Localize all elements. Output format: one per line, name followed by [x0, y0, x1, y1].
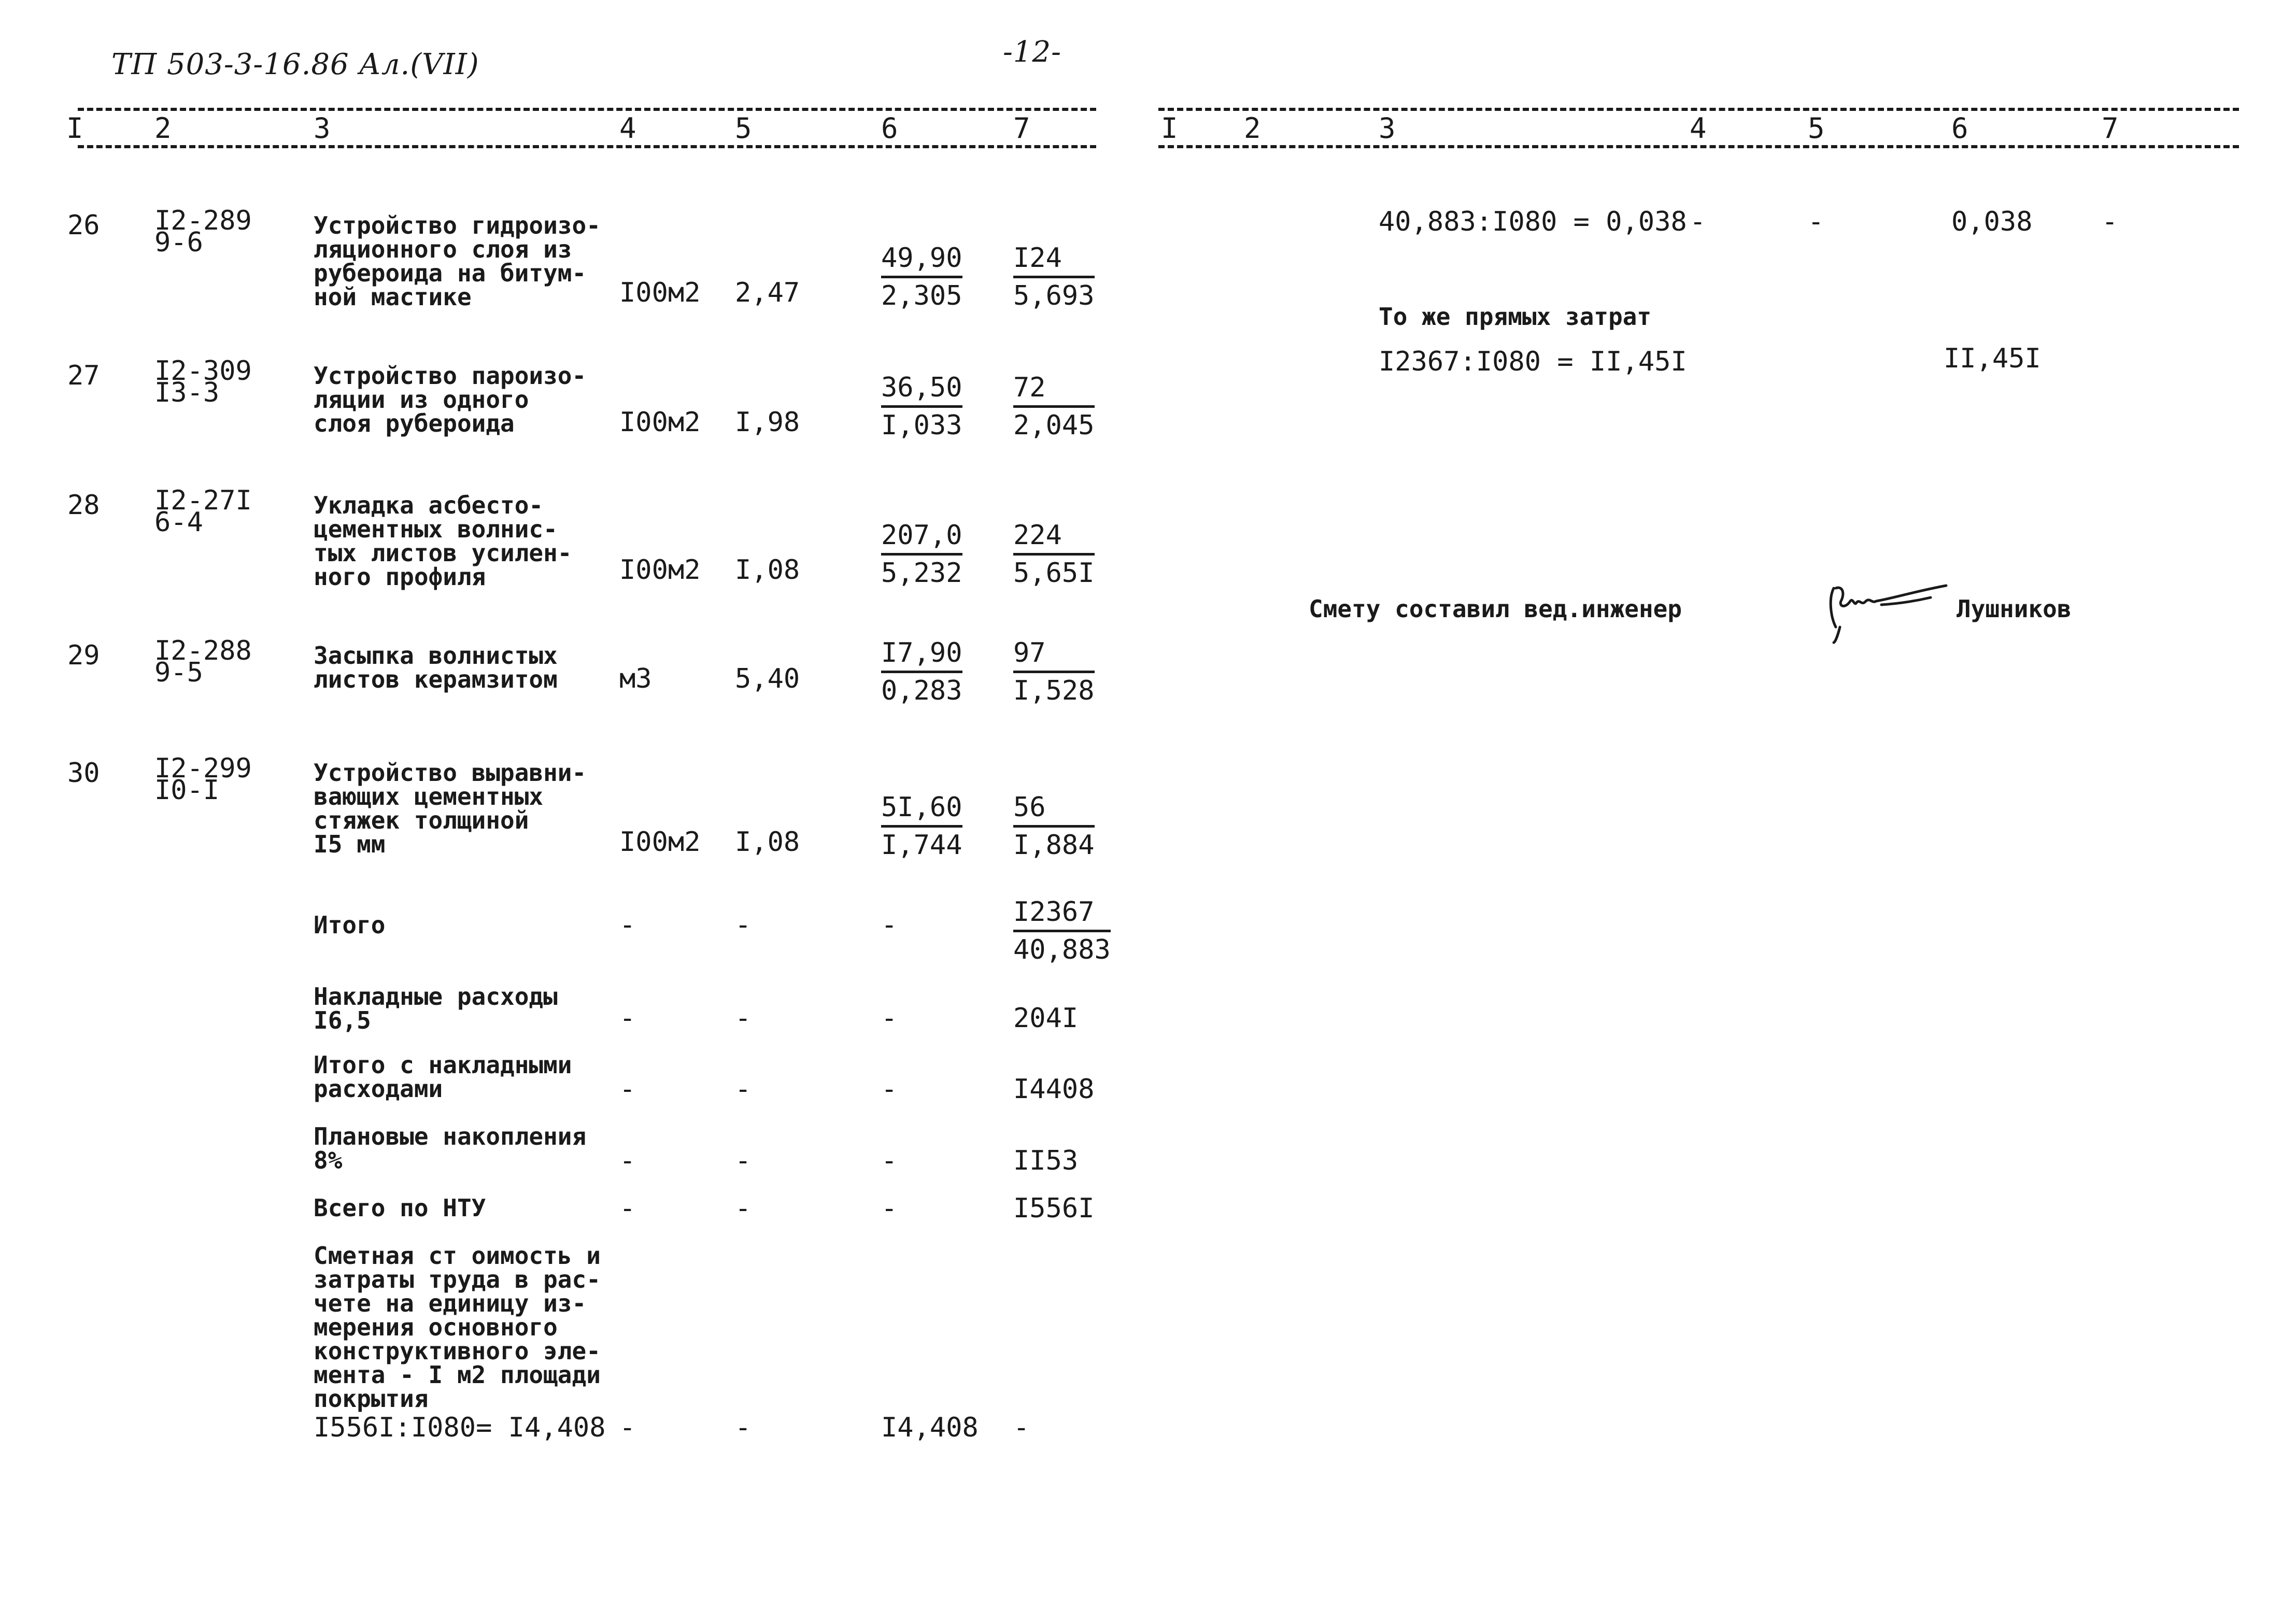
- left-header-top-rule: [78, 108, 1096, 111]
- planned-value: II53: [1013, 1145, 1079, 1176]
- unit-cost-label: Сметная ст оимость и затраты труда в рас- чете на единицу из- мерения основного конструктивного эле- мента - I м2 площади покрытия: [314, 1242, 601, 1413]
- with-overhead-label: Итого с накладными расходами: [314, 1051, 572, 1103]
- planned-dash-col5: -: [735, 1145, 752, 1176]
- left-header-bottom-rule: [78, 145, 1096, 148]
- row-total: [1013, 520, 1095, 589]
- itogo-total: [1013, 897, 1111, 965]
- row-number: 29: [67, 640, 100, 671]
- row-unit-price-top: 207,0: [881, 520, 962, 556]
- row-total-top: I24: [1013, 243, 1095, 278]
- row-number: 30: [67, 758, 100, 789]
- row-description: Укладка асбесто- цементных волнис- тых листов усилен- ного профиля: [314, 491, 572, 591]
- row-total-bottom: 2,045: [1013, 410, 1095, 441]
- ntu-dash-col6: -: [881, 1193, 898, 1224]
- labor-dash-col5: -: [1808, 206, 1824, 237]
- row-unit-price: [881, 520, 962, 589]
- left-col-header-4: 4: [619, 112, 636, 145]
- labor-dash-col7: -: [2102, 206, 2118, 237]
- row-quantity: 2,47: [735, 277, 800, 308]
- row-quantity: I,98: [735, 407, 800, 438]
- compiled-by-label: Смету составил вед.инженер: [1309, 595, 1682, 623]
- itogo-dash-col5: -: [735, 909, 752, 941]
- itogo-total-top: I2367: [1013, 897, 1111, 932]
- overhead-label: Накладные расходы I6,5: [314, 983, 558, 1034]
- row-unit-price: [881, 637, 962, 706]
- row-total-top: 72: [1013, 372, 1095, 408]
- right-header-top-rule: [1158, 108, 2239, 111]
- row-total-bottom: I,884: [1013, 830, 1095, 861]
- itogo-total-bottom: 40,883: [1013, 934, 1111, 965]
- row-unit: I00м2: [619, 407, 701, 438]
- direct-costs-label: То же прямых затрат: [1379, 303, 1652, 331]
- right-col-header-4: 4: [1690, 112, 1707, 145]
- right-col-header-2: 2: [1244, 112, 1261, 145]
- row-number: 28: [67, 490, 100, 521]
- direct-costs-col6: II,45I: [1944, 343, 2041, 374]
- handwritten-signature: [1824, 578, 1975, 650]
- row-unit-price-bottom: I,033: [881, 410, 962, 441]
- row-number: 27: [67, 360, 100, 391]
- row-total: [1013, 792, 1095, 861]
- itogo-dash-col6: -: [881, 909, 898, 941]
- left-col-header-3: 3: [314, 112, 331, 145]
- itogo-label: Итого: [314, 911, 386, 939]
- row-unit-price-bottom: 0,283: [881, 675, 962, 706]
- overhead-value: 204I: [1013, 1003, 1079, 1034]
- unit-cost-dash-col7: -: [1013, 1412, 1030, 1443]
- row-total-bottom: 5,65I: [1013, 558, 1095, 589]
- unit-cost-dash-col4: -: [619, 1412, 636, 1443]
- row-unit-price-top: 5I,60: [881, 792, 962, 828]
- row-unit-price-top: 49,90: [881, 243, 962, 278]
- ntu-dash-col5: -: [735, 1193, 752, 1224]
- overhead-dash-col4: -: [619, 1003, 636, 1034]
- row-code: I2-27I 6-4: [154, 485, 252, 538]
- planned-dash-col4: -: [619, 1145, 636, 1176]
- with-overhead-dash-col4: -: [619, 1074, 636, 1105]
- row-total-top: 97: [1013, 637, 1095, 673]
- row-unit-price-bottom: 2,305: [881, 280, 962, 311]
- right-header-bottom-rule: [1158, 145, 2239, 148]
- right-col-header-1: I: [1161, 112, 1178, 145]
- row-unit: I00м2: [619, 827, 701, 858]
- unit-cost-dash-col5: -: [735, 1412, 752, 1443]
- row-unit-price-bottom: 5,232: [881, 558, 962, 589]
- row-total: [1013, 372, 1095, 441]
- overhead-dash-col5: -: [735, 1003, 752, 1034]
- unit-cost-formula: I556I:I080= I4,408: [314, 1412, 606, 1443]
- compiled-by-name: Лушников: [1957, 595, 2072, 623]
- row-number: 26: [67, 210, 100, 241]
- labor-dash-col4: -: [1690, 206, 1706, 237]
- row-code: I2-289 9-6: [154, 205, 252, 258]
- row-unit-price-top: I7,90: [881, 637, 962, 673]
- ntu-total-label: Всего по НТУ: [314, 1194, 486, 1222]
- ntu-total-value: I556I: [1013, 1193, 1095, 1224]
- labor-per-unit-formula: 40,883:I080 = 0,038: [1379, 206, 1687, 237]
- with-overhead-value: I4408: [1013, 1074, 1095, 1105]
- row-quantity: I,08: [735, 827, 800, 858]
- with-overhead-dash-col6: -: [881, 1074, 898, 1105]
- unit-cost-col6: I4,408: [881, 1412, 979, 1443]
- row-description: Устройство пароизо- ляции из одного слоя рубероида: [314, 362, 587, 437]
- with-overhead-dash-col5: -: [735, 1074, 752, 1105]
- right-col-header-6: 6: [1951, 112, 1968, 145]
- row-description: Устройство гидроизо- ляционного слоя из рубероида на битум- ной мастике: [314, 211, 601, 311]
- row-total: [1013, 637, 1095, 706]
- row-unit: I00м2: [619, 277, 701, 308]
- planned-dash-col6: -: [881, 1145, 898, 1176]
- row-unit: I00м2: [619, 554, 701, 586]
- row-total-top: 224: [1013, 520, 1095, 556]
- row-quantity: 5,40: [735, 663, 800, 694]
- row-code: I2-309 I3-3: [154, 355, 252, 408]
- left-col-header-1: I: [66, 112, 83, 145]
- row-code: I2-288 9-5: [154, 635, 252, 688]
- row-unit-price-top: 36,50: [881, 372, 962, 408]
- row-description: Устройство выравни- вающих цементных стяжек толщиной I5 мм: [314, 759, 587, 858]
- row-unit: м3: [619, 663, 652, 694]
- right-col-header-5: 5: [1808, 112, 1825, 145]
- overhead-dash-col6: -: [881, 1003, 898, 1034]
- row-total-bottom: I,528: [1013, 675, 1095, 706]
- row-total: [1013, 243, 1095, 311]
- row-unit-price: [881, 792, 962, 861]
- left-col-header-5: 5: [735, 112, 752, 145]
- row-unit-price: [881, 243, 962, 311]
- row-total-bottom: 5,693: [1013, 280, 1095, 311]
- row-code: I2-299 I0-I: [154, 753, 252, 806]
- row-total-top: 56: [1013, 792, 1095, 828]
- direct-costs-formula: I2367:I080 = II,45I: [1379, 346, 1687, 377]
- page-number: -12-: [1003, 35, 1062, 69]
- left-col-header-7: 7: [1013, 112, 1030, 145]
- left-col-header-6: 6: [881, 112, 898, 145]
- row-unit-price-bottom: I,744: [881, 830, 962, 861]
- right-col-header-7: 7: [2102, 112, 2119, 145]
- right-col-header-3: 3: [1379, 112, 1396, 145]
- planned-savings-label: Плановые накопления 8%: [314, 1122, 587, 1174]
- row-unit-price: [881, 372, 962, 441]
- itogo-dash-col4: -: [619, 909, 636, 941]
- document-code: ТП 503-3-16.86 Ал.(VII): [111, 48, 479, 81]
- labor-per-unit-col6: 0,038: [1951, 206, 2033, 237]
- row-quantity: I,08: [735, 554, 800, 586]
- row-description: Засыпка волнистых листов керамзитом: [314, 642, 558, 693]
- ntu-dash-col4: -: [619, 1193, 636, 1224]
- left-col-header-2: 2: [154, 112, 172, 145]
